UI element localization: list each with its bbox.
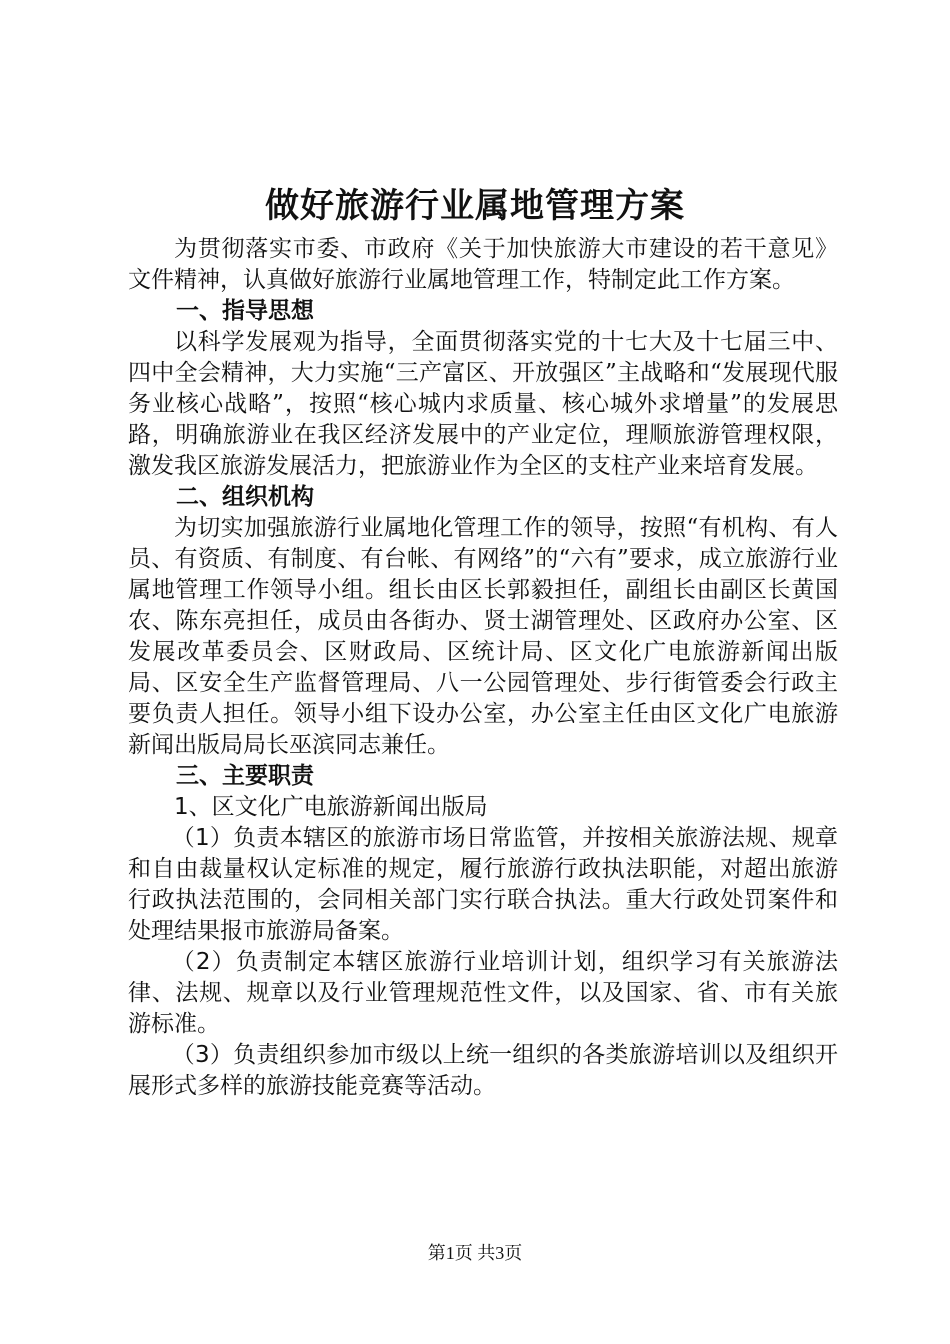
responsibility-item-1-main: （1）负责本辖区的旅游市场日常监管，并按相关旅游法规、规章和自由裁量权认定标准的规定，履行旅游行政执法职能，对超出旅游行政执法范围的，会同相关部门实行联合执法。 [128,825,838,913]
document-body [128,234,838,1102]
intro-paragraph: 为贯彻落实市委、市政府《关于加快旅游大市建设的若干意见》文件精神，认真做好旅游行业属地管理工作，特制定此工作方案。 [128,236,838,293]
responsibility-item-3: （3）负责组织参加市级以上统一组织的各类旅游培训以及组织开展形式多样的旅游技能竞赛等活动。 [128,1042,838,1099]
guiding-ideology-paragraph: 以科学发展观为指导，全面贯彻落实党的十七大及十七届三中、四中全会精神，大力实施“三产富区、开放强区”主战略和“发展现代服务业核心战略”，按照“核心城内求质量、核心城外求增量”的发展思路，明确旅游业在我区经济发展中的产业定位，理顺旅游管理权限，激发我区旅游发展活力，把旅游业作为全区的支柱产业来培育发展。 [128,329,838,479]
responsibility-item-1 [128,823,838,947]
section-heading-responsibilities: 三、主要职责 [176,763,314,789]
document-title: 做好旅游行业属地管理方案 [265,186,685,226]
section-heading-organization: 二、组织机构 [176,484,314,510]
responsibilities-subheading: 1、区文化广电旅游新闻出版局 [174,794,488,820]
section-heading-guiding-ideology: 一、指导思想 [176,298,314,324]
responsibility-item-2: （2）负责制定本辖区旅游行业培训计划，组织学习有关旅游法律、法规、规章以及行业管理规范性文件，以及国家、省、市有关旅游标准。 [128,949,838,1037]
responsibility-item-1-tail: 重大行政处罚案件和处理结果报市旅游局备案。 [128,887,839,944]
page-footer: 第1页 共3页 [427,1243,523,1263]
organization-paragraph: 为切实加强旅游行业属地化管理工作的领导，按照“有机构、有人员、有资质、有制度、有台帐、有网络”的“六有”要求，成立旅游行业属地管理工作领导小组。组长由区长郭毅担任，副组长由副区长黄国农、陈东亮担任，成员由各街办、贤士湖管理处、区政府办公室、区发展改革委员会、区财政局、区统计局、区文化广电旅游新闻出版局、区安全生产监督管理局、八一公园管理处、步行街管委会行政主要负责人担任。领导小组下设办公室，办公室主任由区文化广电旅游新闻出版局局长巫滨同志兼任。 [128,515,838,758]
